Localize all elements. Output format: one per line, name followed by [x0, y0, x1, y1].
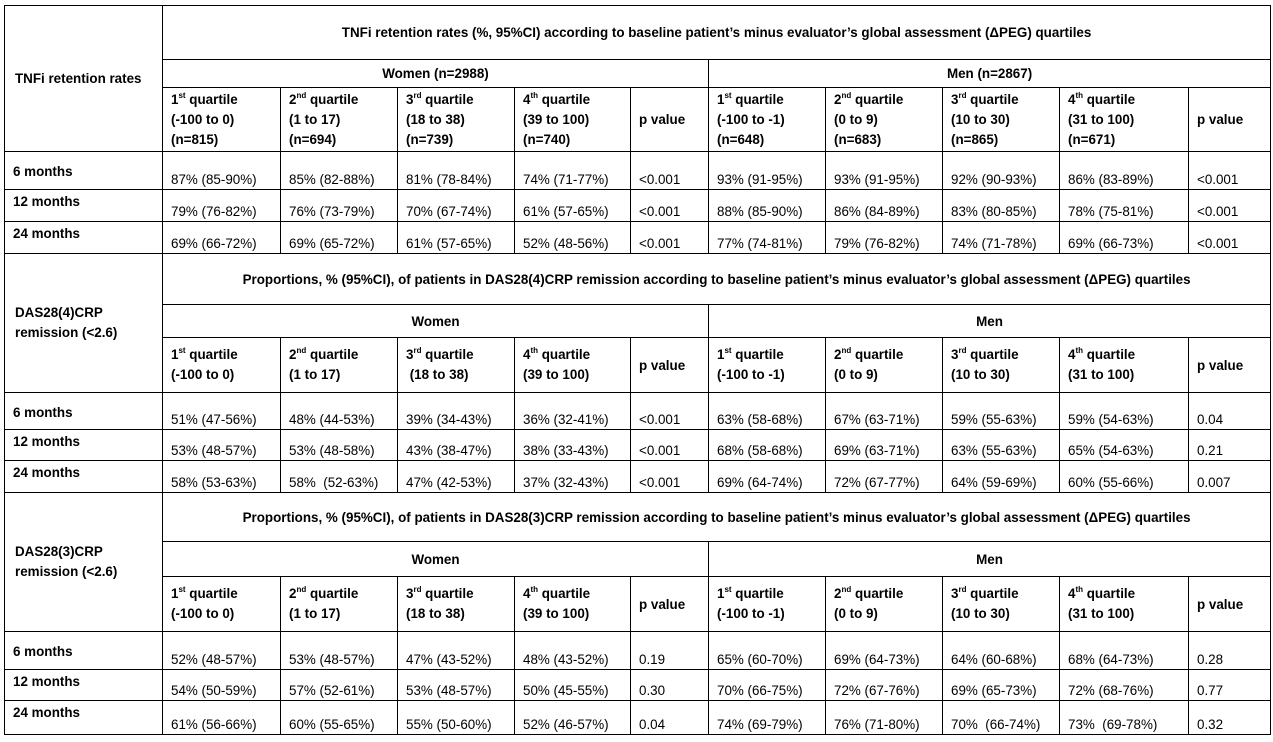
- women-value-cell: 47% (43-52%): [398, 632, 515, 670]
- women-value-cell: 50% (45-55%): [515, 670, 631, 701]
- women-quartile-header: [515, 577, 631, 632]
- women-value-cell: 39% (34-43%): [398, 393, 515, 430]
- table-body: [5, 6, 1271, 735]
- quartile-header-row: [5, 338, 1271, 393]
- quartile-ordinal-suffix: nd: [841, 585, 852, 594]
- men-quartile-header: [709, 88, 826, 152]
- quartile-word: quartile: [538, 347, 591, 362]
- quartile-ordinal-suffix: th: [530, 346, 539, 355]
- quartile-range: (39 to 100): [523, 111, 590, 127]
- men-value-cell: 60% (55-66%): [1060, 461, 1189, 493]
- quartile-word: quartile: [1083, 586, 1136, 601]
- table-row: [5, 701, 1271, 735]
- quartile-word: quartile: [966, 347, 1019, 362]
- quartile-range: (-100 to -1): [717, 367, 785, 382]
- quartile-ordinal-suffix: rd: [413, 346, 422, 355]
- women-p-value-cell: <0.001: [631, 461, 709, 493]
- section-title-row: [5, 254, 1271, 305]
- group-header-row: [5, 305, 1271, 338]
- quartile-ordinal-suffix: st: [724, 90, 732, 100]
- women-value-cell: 70% (67-74%): [398, 190, 515, 222]
- quartile-word: quartile: [421, 586, 474, 601]
- women-value-cell: 58% (53-63%): [163, 461, 281, 493]
- men-p-value-cell: 0.28: [1189, 632, 1271, 670]
- men-value-cell: 59% (55-63%): [943, 393, 1060, 430]
- women-quartile-header: [515, 88, 631, 152]
- women-value-cell: 51% (47-56%): [163, 393, 281, 430]
- quartile-ordinal-suffix: th: [530, 585, 539, 594]
- women-value-cell: 53% (48-58%): [281, 430, 398, 461]
- quartile-ordinal-suffix: rd: [958, 585, 967, 594]
- women-quartile-header: [163, 88, 281, 152]
- quartile-ordinal-suffix: st: [724, 585, 732, 594]
- quartile-ordinal-suffix: st: [724, 346, 732, 355]
- women-quartile-header: [398, 577, 515, 632]
- quartile-ordinal-suffix: nd: [841, 346, 852, 355]
- quartile-ordinal-suffix: rd: [958, 90, 967, 100]
- quartile-range: (-100 to 0): [171, 111, 235, 127]
- quartile-word: quartile: [851, 91, 904, 107]
- quartile-number: 2: [834, 586, 842, 601]
- women-p-value-cell: 0.19: [631, 632, 709, 670]
- men-value-cell: 93% (91-95%): [826, 152, 943, 190]
- quartile-ordinal-suffix: th: [1075, 585, 1084, 594]
- section-row-label: [5, 493, 163, 632]
- row-label: 24 months: [5, 461, 163, 493]
- men-value-cell: 69% (64-73%): [826, 632, 943, 670]
- quartile-word: quartile: [1083, 91, 1136, 107]
- quartile-number: 2: [289, 586, 297, 601]
- men-value-cell: 86% (83-89%): [1060, 152, 1189, 190]
- section-title-text: Proportions, % (95%CI), of patients in DAS28(4)CRP remission according to baseline patient’s minus evaluator’s global assessment (ΔPEG) quartiles: [242, 271, 1191, 287]
- quartile-number: 4: [1068, 347, 1076, 362]
- women-value-cell: 53% (48-57%): [281, 632, 398, 670]
- women-value-cell: 60% (55-65%): [281, 701, 398, 735]
- row-label: 12 months: [5, 430, 163, 461]
- quartile-ordinal-suffix: rd: [958, 346, 967, 355]
- men-quartile-header: [1060, 88, 1189, 152]
- women-value-cell: 74% (71-77%): [515, 152, 631, 190]
- quartile-range: (-100 to 0): [171, 367, 235, 382]
- quartile-number: 1: [717, 347, 725, 362]
- men-value-cell: 74% (69-79%): [709, 701, 826, 735]
- quartile-count: (n=815): [171, 131, 219, 147]
- women-value-cell: 36% (32-41%): [515, 393, 631, 430]
- men-quartile-header: [943, 577, 1060, 632]
- men-value-cell: 67% (63-71%): [826, 393, 943, 430]
- men-p-value-cell: <0.001: [1189, 190, 1271, 222]
- quartile-word: quartile: [538, 91, 591, 107]
- quartile-word: quartile: [1083, 347, 1136, 362]
- women-quartile-header: [515, 338, 631, 393]
- women-p-value-cell: <0.001: [631, 430, 709, 461]
- men-group-header: Men: [709, 542, 1271, 577]
- quartile-range: (-100 to 0): [171, 606, 235, 621]
- quartile-header-row: [5, 88, 1271, 152]
- women-value-cell: 76% (73-79%): [281, 190, 398, 222]
- women-value-cell: 48% (43-52%): [515, 632, 631, 670]
- quartile-number: 3: [951, 347, 959, 362]
- men-quartile-header: [943, 88, 1060, 152]
- men-p-value-header: p value: [1189, 338, 1271, 393]
- quartile-word: quartile: [421, 347, 474, 362]
- section-title-text: Proportions, % (95%CI), of patients in DAS28(3)CRP remission according to baseline patient’s minus evaluator’s global assessment (ΔPEG) quartiles: [242, 509, 1191, 525]
- quartile-word: quartile: [185, 586, 238, 601]
- quartile-word: quartile: [851, 347, 904, 362]
- quartile-count: (n=739): [406, 131, 454, 147]
- section-title-row: [5, 6, 1271, 60]
- quartile-ordinal-suffix: rd: [413, 90, 422, 100]
- men-quartile-header: [1060, 338, 1189, 393]
- section-title-row: [5, 493, 1271, 542]
- quartile-number: 2: [834, 347, 842, 362]
- quartile-word: quartile: [731, 586, 784, 601]
- row-label: 6 months: [5, 152, 163, 190]
- quartile-range: (1 to 17): [289, 111, 341, 127]
- men-value-cell: 72% (67-77%): [826, 461, 943, 493]
- men-value-cell: 88% (85-90%): [709, 190, 826, 222]
- men-value-cell: 65% (54-63%): [1060, 430, 1189, 461]
- section-label-text: DAS28(3)CRP remission (<2.6): [15, 544, 118, 579]
- men-quartile-header: [826, 88, 943, 152]
- women-quartile-header: [398, 338, 515, 393]
- men-value-cell: 63% (58-68%): [709, 393, 826, 430]
- quartile-ordinal-suffix: th: [1075, 90, 1084, 100]
- men-value-cell: 68% (58-68%): [709, 430, 826, 461]
- quartile-number: 1: [171, 347, 179, 362]
- women-value-cell: 61% (57-65%): [515, 190, 631, 222]
- men-p-value-header: p value: [1189, 88, 1271, 152]
- men-group-header: Men (n=2867): [709, 60, 1271, 88]
- quartile-range: (10 to 30): [951, 367, 1010, 382]
- quartile-range: (1 to 17): [289, 606, 341, 621]
- quartile-word: quartile: [306, 586, 359, 601]
- men-group-header: Men: [709, 305, 1271, 338]
- men-p-value-header: p value: [1189, 577, 1271, 632]
- quartile-word: quartile: [185, 347, 238, 362]
- quartile-number: 1: [171, 91, 179, 107]
- men-value-cell: 64% (60-68%): [943, 632, 1060, 670]
- section-title-text: TNFi retention rates (%, 95%CI) according to baseline patient’s minus evaluator’s global assessment (ΔPEG) quartiles: [341, 25, 1092, 40]
- quartile-range: (-100 to -1): [717, 606, 785, 621]
- quartile-ordinal-suffix: nd: [296, 585, 307, 594]
- men-value-cell: 69% (64-74%): [709, 461, 826, 493]
- quartile-number: 4: [1068, 586, 1076, 601]
- quartile-ordinal-suffix: st: [178, 346, 186, 355]
- quartile-number: 2: [289, 347, 297, 362]
- women-value-cell: 52% (48-56%): [515, 222, 631, 254]
- men-quartile-header: [709, 577, 826, 632]
- section-row-label: [5, 254, 163, 393]
- quartile-number: 2: [289, 91, 297, 107]
- table-row: [5, 670, 1271, 701]
- women-value-cell: 79% (76-82%): [163, 190, 281, 222]
- men-value-cell: 65% (60-70%): [709, 632, 826, 670]
- men-p-value-cell: 0.04: [1189, 393, 1271, 430]
- quartile-word: quartile: [421, 91, 474, 107]
- section-title: [163, 6, 1271, 60]
- women-quartile-header: [163, 338, 281, 393]
- quartile-word: quartile: [306, 347, 359, 362]
- women-quartile-header: [398, 88, 515, 152]
- men-value-cell: 92% (90-93%): [943, 152, 1060, 190]
- quartile-range: (10 to 30): [951, 606, 1010, 621]
- men-p-value-cell: 0.007: [1189, 461, 1271, 493]
- section-label-text: TNFi retention rates: [15, 70, 142, 86]
- table-row: [5, 222, 1271, 254]
- quartile-ordinal-suffix: th: [530, 90, 539, 100]
- women-p-value-cell: 0.30: [631, 670, 709, 701]
- quartile-number: 3: [406, 91, 414, 107]
- women-value-cell: 52% (46-57%): [515, 701, 631, 735]
- quartile-count: (n=683): [834, 131, 882, 147]
- women-value-cell: 69% (65-72%): [281, 222, 398, 254]
- men-value-cell: 70% (66-74%): [943, 701, 1060, 735]
- women-value-cell: 53% (48-57%): [398, 670, 515, 701]
- men-value-cell: 93% (91-95%): [709, 152, 826, 190]
- quartile-range: (0 to 9): [834, 606, 878, 621]
- group-header-row: [5, 60, 1271, 88]
- women-value-cell: 38% (33-43%): [515, 430, 631, 461]
- quartile-ordinal-suffix: th: [1075, 346, 1084, 355]
- men-value-cell: 83% (80-85%): [943, 190, 1060, 222]
- quartile-ordinal-suffix: rd: [413, 585, 422, 594]
- quartile-number: 4: [523, 586, 531, 601]
- women-value-cell: 53% (48-57%): [163, 430, 281, 461]
- row-label: 12 months: [5, 190, 163, 222]
- quartile-range: (0 to 9): [834, 111, 878, 127]
- quartile-number: 3: [406, 586, 414, 601]
- quartile-ordinal-suffix: nd: [841, 90, 852, 100]
- quartile-count: (n=694): [289, 131, 337, 147]
- quartile-number: 3: [406, 347, 414, 362]
- quartile-count: (n=648): [717, 131, 765, 147]
- women-p-value-cell: <0.001: [631, 190, 709, 222]
- quartile-word: quartile: [731, 347, 784, 362]
- men-value-cell: 79% (76-82%): [826, 222, 943, 254]
- quartile-range: (-100 to -1): [717, 111, 785, 127]
- women-group-header: Women: [163, 305, 709, 338]
- group-header-row: [5, 542, 1271, 577]
- women-value-cell: 58% (52-63%): [281, 461, 398, 493]
- quartile-word: quartile: [185, 91, 238, 107]
- women-value-cell: 61% (56-66%): [163, 701, 281, 735]
- quartile-word: quartile: [731, 91, 784, 107]
- quartile-number: 1: [717, 91, 725, 107]
- women-value-cell: 69% (66-72%): [163, 222, 281, 254]
- women-p-value-header: p value: [631, 88, 709, 152]
- men-quartile-header: [943, 338, 1060, 393]
- men-p-value-cell: 0.77: [1189, 670, 1271, 701]
- men-value-cell: 86% (84-89%): [826, 190, 943, 222]
- women-quartile-header: [281, 88, 398, 152]
- row-label: 24 months: [5, 701, 163, 735]
- quartile-count: (n=865): [951, 131, 999, 147]
- men-value-cell: 78% (75-81%): [1060, 190, 1189, 222]
- quartile-range: (31 to 100): [1068, 367, 1135, 382]
- men-quartile-header: [826, 338, 943, 393]
- quartile-word: quartile: [538, 586, 591, 601]
- quartile-word: quartile: [966, 91, 1019, 107]
- men-value-cell: 72% (68-76%): [1060, 670, 1189, 701]
- women-group-header: Women: [163, 542, 709, 577]
- quartile-word: quartile: [851, 586, 904, 601]
- women-value-cell: 87% (85-90%): [163, 152, 281, 190]
- women-value-cell: 55% (50-60%): [398, 701, 515, 735]
- women-quartile-header: [281, 577, 398, 632]
- table-row: [5, 190, 1271, 222]
- men-value-cell: 59% (54-63%): [1060, 393, 1189, 430]
- quartile-range: (39 to 100): [523, 606, 590, 621]
- men-value-cell: 72% (67-76%): [826, 670, 943, 701]
- women-p-value-cell: <0.001: [631, 152, 709, 190]
- men-value-cell: 68% (64-73%): [1060, 632, 1189, 670]
- women-p-value-cell: <0.001: [631, 222, 709, 254]
- quartile-ordinal-suffix: st: [178, 585, 186, 594]
- women-value-cell: 43% (38-47%): [398, 430, 515, 461]
- quartile-number: 4: [523, 91, 531, 107]
- men-value-cell: 69% (63-71%): [826, 430, 943, 461]
- table-row: [5, 152, 1271, 190]
- row-label: 12 months: [5, 670, 163, 701]
- table-row: [5, 461, 1271, 493]
- results-table: [4, 5, 1271, 735]
- women-value-cell: 54% (50-59%): [163, 670, 281, 701]
- quartile-number: 4: [1068, 91, 1076, 107]
- women-value-cell: 47% (42-53%): [398, 461, 515, 493]
- men-quartile-header: [709, 338, 826, 393]
- quartile-ordinal-suffix: nd: [296, 346, 307, 355]
- quartile-word: quartile: [306, 91, 359, 107]
- quartile-range: (31 to 100): [1068, 606, 1135, 621]
- row-label: 24 months: [5, 222, 163, 254]
- men-value-cell: 69% (65-73%): [943, 670, 1060, 701]
- quartile-count: (n=671): [1068, 131, 1116, 147]
- women-value-cell: 81% (78-84%): [398, 152, 515, 190]
- women-p-value-cell: <0.001: [631, 393, 709, 430]
- quartile-range: (1 to 17): [289, 367, 341, 382]
- men-value-cell: 69% (66-73%): [1060, 222, 1189, 254]
- women-value-cell: 57% (52-61%): [281, 670, 398, 701]
- quartile-number: 2: [834, 91, 842, 107]
- row-label: 6 months: [5, 632, 163, 670]
- quartile-range: (39 to 100): [523, 367, 590, 382]
- women-quartile-header: [281, 338, 398, 393]
- men-value-cell: 73% (69-78%): [1060, 701, 1189, 735]
- row-label: 6 months: [5, 393, 163, 430]
- women-p-value-header: p value: [631, 577, 709, 632]
- section-row-label: [5, 6, 163, 152]
- quartile-number: 3: [951, 91, 959, 107]
- women-p-value-header: p value: [631, 338, 709, 393]
- women-p-value-cell: 0.04: [631, 701, 709, 735]
- quartile-range: (18 to 38): [406, 111, 465, 127]
- women-quartile-header: [163, 577, 281, 632]
- women-value-cell: 85% (82-88%): [281, 152, 398, 190]
- men-p-value-cell: 0.32: [1189, 701, 1271, 735]
- quartile-word: quartile: [966, 586, 1019, 601]
- quartile-number: 4: [523, 347, 531, 362]
- quartile-number: 1: [717, 586, 725, 601]
- women-value-cell: 52% (48-57%): [163, 632, 281, 670]
- men-quartile-header: [1060, 577, 1189, 632]
- men-value-cell: 64% (59-69%): [943, 461, 1060, 493]
- quartile-header-row: [5, 577, 1271, 632]
- quartile-range: (10 to 30): [951, 111, 1010, 127]
- section-label-text: DAS28(4)CRP remission (<2.6): [15, 305, 118, 340]
- women-value-cell: 48% (44-53%): [281, 393, 398, 430]
- men-p-value-cell: <0.001: [1189, 222, 1271, 254]
- women-value-cell: 37% (32-43%): [515, 461, 631, 493]
- men-value-cell: 77% (74-81%): [709, 222, 826, 254]
- quartile-range: (18 to 38): [406, 367, 469, 382]
- men-value-cell: 74% (71-78%): [943, 222, 1060, 254]
- women-group-header: Women (n=2988): [163, 60, 709, 88]
- quartile-range: (31 to 100): [1068, 111, 1135, 127]
- men-p-value-cell: 0.21: [1189, 430, 1271, 461]
- section-title: [163, 493, 1271, 542]
- table-row: [5, 393, 1271, 430]
- men-value-cell: 76% (71-80%): [826, 701, 943, 735]
- quartile-count: (n=740): [523, 131, 571, 147]
- quartile-range: (0 to 9): [834, 367, 878, 382]
- quartile-number: 1: [171, 586, 179, 601]
- table-row: [5, 632, 1271, 670]
- men-quartile-header: [826, 577, 943, 632]
- men-value-cell: 63% (55-63%): [943, 430, 1060, 461]
- men-value-cell: 70% (66-75%): [709, 670, 826, 701]
- section-title: [163, 254, 1271, 305]
- table-row: [5, 430, 1271, 461]
- quartile-number: 3: [951, 586, 959, 601]
- men-p-value-cell: <0.001: [1189, 152, 1271, 190]
- quartile-ordinal-suffix: st: [178, 90, 186, 100]
- quartile-range: (18 to 38): [406, 606, 465, 621]
- women-value-cell: 61% (57-65%): [398, 222, 515, 254]
- quartile-ordinal-suffix: nd: [296, 90, 307, 100]
